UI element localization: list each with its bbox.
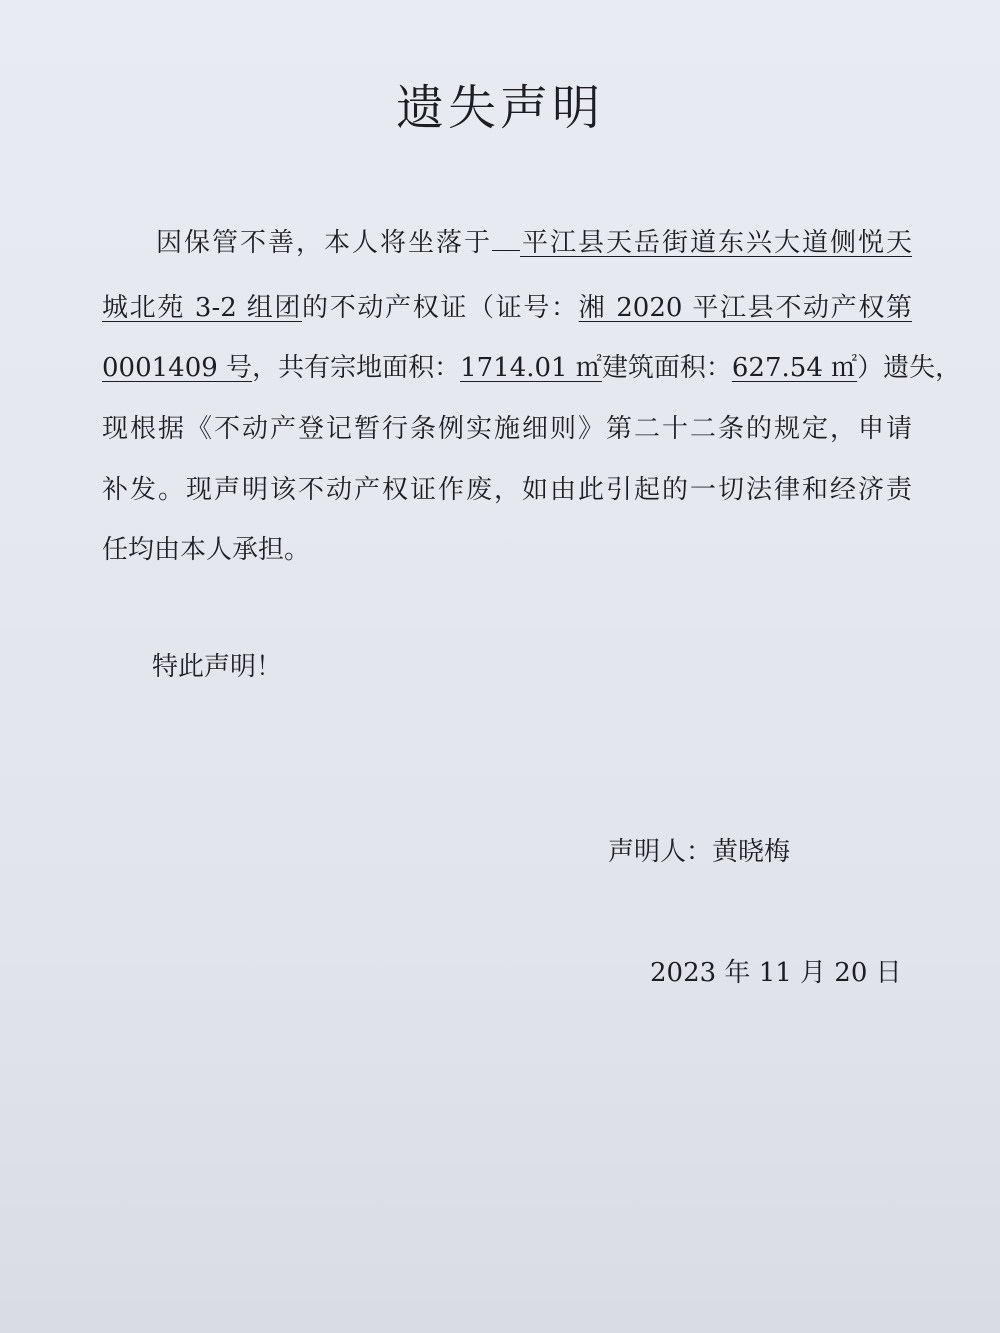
- property-address-part-1: 平江县天岳街道东兴大道侧悦天: [520, 228, 912, 258]
- body-line-4: 现根据《不动产登记暂行条例实施细则》第二十二条的规定，申请: [102, 414, 912, 444]
- intro-text: 因保管不善，本人将坐落于: [154, 228, 492, 258]
- body-line-6: 任均由本人承担。: [102, 535, 311, 565]
- body-line-2: [102, 288, 912, 328]
- body-line-3: [102, 348, 962, 388]
- cert-intro-text: 的不动产权证（证号：: [302, 293, 579, 323]
- land-area-label: ，共有宗地面积：: [252, 353, 461, 383]
- building-area-value: 627.54 ㎡: [731, 353, 858, 383]
- body-line-5: 补发。现声明该不动产权证作废，如由此引起的一切法律和经济责: [102, 475, 912, 505]
- land-area-value: 1714.01 ㎡: [460, 353, 602, 383]
- underline-blank: [492, 224, 520, 251]
- closing-statement: 特此声明！: [152, 652, 283, 682]
- declaration-date: 2023 年 11 月 20 日: [650, 958, 902, 988]
- property-address-part-2: 城北苑 3-2 组团: [102, 293, 303, 323]
- body-line-1: [102, 223, 912, 263]
- document-title: 遗失声明: [395, 80, 604, 136]
- building-area-label: 建筑面积：: [601, 353, 732, 383]
- certificate-number-part-1: 湘 2020 平江县不动产权第: [578, 293, 912, 323]
- lost-text: ）遗失，: [857, 353, 962, 383]
- certificate-number-part-2: 0001409 号: [102, 353, 253, 383]
- declarant-signature: 声明人：黄晓梅: [608, 837, 791, 867]
